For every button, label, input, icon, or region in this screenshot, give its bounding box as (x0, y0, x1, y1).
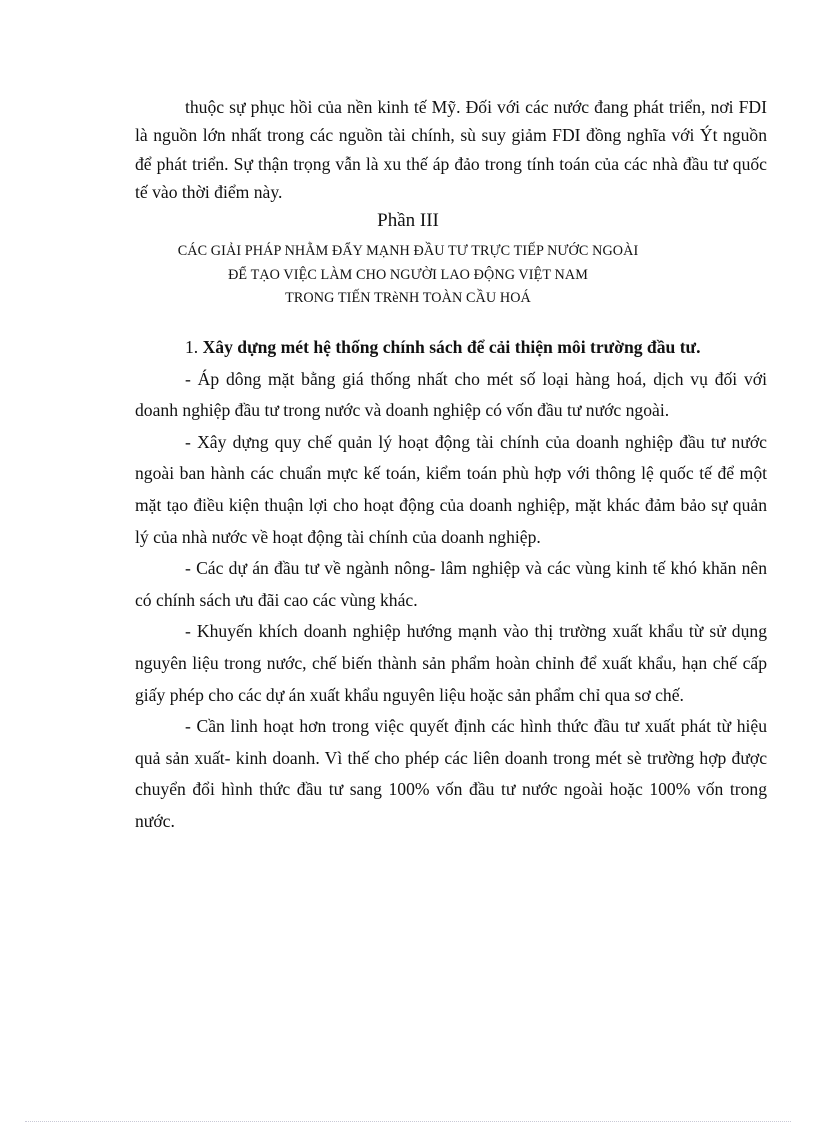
bullet-paragraph: - Xây dựng quy chế quản lý hoạt động tài chính của doanh nghiệp đầu tư nước ngoài ban hành các chuẩn mực kế toán, kiểm toán phù hợp với thông lệ quốc tế để một mặt tạo điều kiện thuận lợi cho hoạt động của doanh nghiệp, mặt khác đảm bảo sự quản lý của nhà nước về hoạt động tài chính của doanh nghiệp. (135, 431, 767, 547)
page-bottom-divider (25, 1121, 791, 1122)
part-subtitle-line: CÁC GIẢI PHÁP NHẰM ĐẨY MẠNH ĐẦU TƯ TRỰC TIẾP NƯỚC NGOÀI (177, 243, 639, 259)
bullet-paragraph: - Áp dông mặt bằng giá thống nhất cho mét số loại hàng hoá, dịch vụ đối với doanh nghiệp đầu tư trong nước và doanh nghiệp có vốn đầu tư nước ngoài. (135, 368, 767, 421)
intro-block (135, 93, 767, 207)
section-heading-text: Xây dựng mét hệ thống chính sách để cải thiện môi trường đầu tư. (202, 337, 701, 357)
part-title: Phần III (377, 210, 439, 231)
section-1 (135, 332, 767, 838)
part-subtitle (0, 240, 816, 311)
bullet-paragraph: - Cần linh hoạt hơn trong việc quyết định các hình thức đầu tư xuất phát từ hiệu quả sản xuất- kinh doanh. Vì thế cho phép các liên doanh trong mét sè trường hợp được chuyển đổi hình thức đầu tư sang 100% vốn đầu tư nước ngoài hoặc 100% vốn trong nước. (135, 716, 767, 831)
part-subtitle-line: ĐỂ TẠO VIỆC LÀM CHO NGƯỜI LAO ĐỘNG VIỆT NAM (228, 266, 588, 283)
section-number: 1. (185, 337, 203, 357)
bullet-paragraph: - Các dự án đầu tư về ngành nông- lâm nghiệp và các vùng kinh tế khó khăn nên có chính sách ưu đãi cao các vùng khác. (135, 558, 767, 610)
section-heading (135, 332, 767, 364)
part-subtitle-line: TRONG TIẾN TRèNH TOÀN CẦU HOÁ (285, 290, 531, 307)
intro-paragraph: thuộc sự phục hồi của nền kinh tế Mỹ. Đối với các nước đang phát triển, nơi FDI là nguồn lớn nhất trong các nguồn tài chính, sù suy giảm FDI đồng nghĩa với Ýt nguồn để phát triển. Sự thận trọng vẫn là xu thế áp đảo trong tính toán của các nhà đầu tư quốc tế vào thời điểm này. (135, 97, 767, 203)
bullet-paragraph: - Khuyến khích doanh nghiệp hướng mạnh vào thị trường xuất khẩu từ sử dụng nguyên liệu trong nước, chế biến thành sản phẩm hoàn chỉnh để xuất khẩu, hạn chế cấp giấy phép cho các dự án xuất khẩu nguyên liệu hoặc sản phẩm chỉ qua sơ chế. (135, 621, 767, 705)
